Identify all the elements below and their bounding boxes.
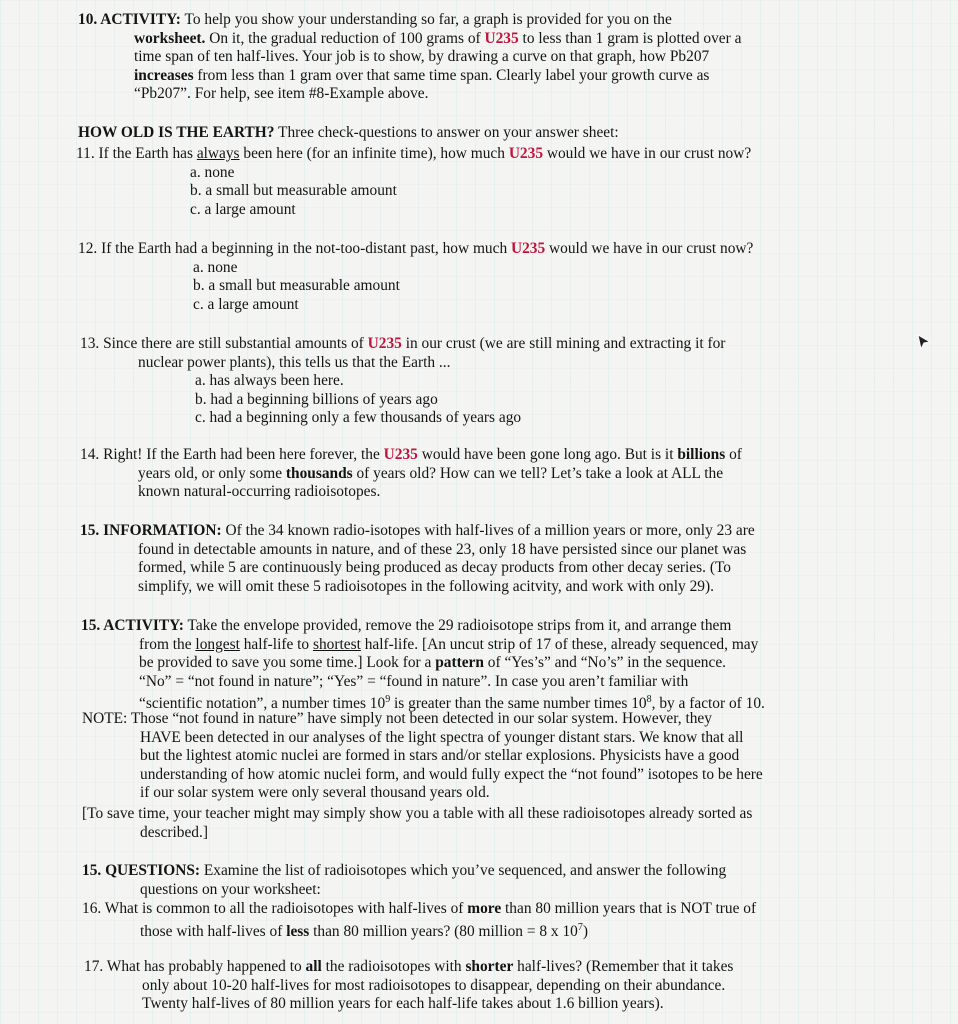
item-15-q-line-2: questions on your worksheet: bbox=[140, 880, 321, 898]
item-15-activity-label: 15. ACTIVITY: bbox=[81, 617, 184, 634]
q13-text-end: in our crust (we are still mining and extracting it for bbox=[401, 335, 726, 352]
q17-text-mid: the radioisotopes with bbox=[321, 958, 466, 975]
item-10-line-3: time span of ten half-lives. Your job is to show, by drawing a curve on that graph, how Pb207 bbox=[134, 48, 710, 66]
item-15-act-line-5-end: , by a factor of 10. bbox=[651, 695, 765, 713]
exponent-8: 8 bbox=[646, 694, 652, 706]
always-word: always bbox=[196, 145, 240, 162]
item-15-questions bbox=[82, 862, 902, 899]
q11-text-mid: been here (for an infinite time), how much bbox=[239, 145, 509, 162]
q13-text: 13. Since there are still substantial amounts of bbox=[80, 335, 368, 352]
q17-text: 17. What has probably happened to bbox=[84, 958, 306, 975]
more-word: more bbox=[467, 900, 502, 917]
q16-line-2: those with half-lives of bbox=[140, 922, 287, 940]
item-14-line-2-end: of years old? How can we tell? Let’s take a look at ALL the bbox=[352, 464, 724, 482]
q16-line-2-end: ) bbox=[582, 922, 588, 940]
note-line-3: but the lightest atomic nuclei are formed in stars and/or stellar explosions. Physicists have a good bbox=[140, 747, 740, 765]
less-word: less bbox=[286, 922, 310, 940]
item-15-questions-label: 15. QUESTIONS: bbox=[82, 862, 201, 879]
exponent-9: 9 bbox=[385, 694, 391, 706]
q11-text: 11. If the Earth has bbox=[76, 145, 197, 162]
item-14 bbox=[80, 446, 900, 502]
item-15-act-line-3: be provided to save you some time.] Look for a bbox=[139, 654, 436, 672]
item-14-text-end: of bbox=[725, 446, 742, 463]
q16-text-end: than 80 million years that is NOT true of bbox=[501, 900, 757, 917]
mouse-pointer-icon bbox=[916, 333, 932, 351]
q11-option-c: c. a large amount bbox=[190, 200, 296, 218]
section-subheading: Three check-questions to answer on your answer sheet: bbox=[274, 124, 619, 141]
isotope-u235: U235 bbox=[510, 240, 546, 257]
note-label: NOTE: bbox=[82, 710, 128, 727]
shorter-word: shorter bbox=[465, 958, 514, 975]
item-15-information bbox=[80, 522, 900, 596]
item-14-line-2: years old, or only some bbox=[138, 464, 286, 482]
q11-option-b: b. a small but measurable amount bbox=[190, 182, 397, 200]
billions-word: billions bbox=[677, 446, 726, 463]
note-line-4: understanding of how atomic nuclei form, and would fully expect the “not found” isotopes to be here bbox=[140, 765, 763, 783]
item-15-info-line-3: formed, while 5 are continuously being produced as decay products from other decay series. (To bbox=[138, 559, 731, 577]
q16-text: 16. What is common to all the radioisotopes with half-lives of bbox=[82, 900, 468, 917]
note-line-1: Those “not found in nature” have simply not been detected in our solar system. However, they bbox=[127, 710, 712, 727]
exponent-7: 7 bbox=[577, 921, 583, 933]
q12-text: 12. If the Earth had a beginning in the not-too-distant past, how much bbox=[78, 240, 511, 257]
item-10-line-4: from less than 1 gram over that same time span. Clearly label your growth curve as bbox=[193, 66, 710, 84]
shortest-word: shortest bbox=[312, 635, 361, 653]
pattern-word: pattern bbox=[435, 654, 484, 672]
question-17 bbox=[84, 958, 904, 1014]
q12-option-a: a. none bbox=[193, 258, 238, 276]
item-10-line-2-end: to less than 1 gram is plotted over a bbox=[518, 29, 742, 47]
item-15-activity bbox=[81, 617, 901, 713]
question-12 bbox=[78, 240, 898, 314]
item-14-text-mid: would have been gone long ago. But is it bbox=[417, 446, 678, 463]
item-10-line-1: To help you show your understanding so far, a graph is provided for you on the bbox=[184, 11, 672, 28]
longest-word: longest bbox=[195, 635, 240, 653]
item-10-line-5: “Pb207”. For help, see item #8-Example above. bbox=[134, 85, 429, 103]
section-heading: HOW OLD IS THE EARTH? bbox=[78, 124, 275, 141]
item-15-act-line-5: “scientific notation”, a number times 10 bbox=[139, 695, 386, 713]
item-10-label: 10. ACTIVITY: bbox=[78, 11, 181, 28]
q17-text-end: half-lives? (Remember that it takes bbox=[513, 958, 734, 975]
q12-option-b: b. a small but measurable amount bbox=[193, 277, 400, 295]
q11-option-a: a. none bbox=[190, 163, 235, 181]
all-word: all bbox=[305, 958, 322, 975]
item-15-act-line-1: Take the envelope provided, remove the 29 radioisotope strips from it, and arrange them bbox=[183, 617, 732, 634]
q11-text-end: would we have in our crust now? bbox=[543, 145, 752, 162]
item-15-info-label: 15. INFORMATION: bbox=[80, 522, 222, 539]
q16-line-2-mid: than 80 million years? (80 million = 8 x 10 bbox=[309, 922, 578, 940]
item-15-act-line-4: “No” = “not found in nature”; “Yes” = “found in nature”. In case you aren’t familiar with bbox=[139, 672, 689, 690]
item-15-info-line-1: Of the 34 known radio-isotopes with half-lives of a million years or more, only 23 are bbox=[221, 522, 755, 539]
q17-line-2: only about 10-20 half-lives for most radioisotopes to disappear, depending on their abundance. bbox=[142, 976, 726, 994]
worksheet-word: worksheet. bbox=[134, 29, 206, 47]
isotope-u235: U235 bbox=[383, 446, 418, 463]
item-15-act-line-5-mid: is greater than the same number times 10 bbox=[390, 695, 647, 713]
item-15-info-line-2: found in detectable amounts in nature, and of these 23, only 18 have persisted since our planet was bbox=[138, 540, 747, 558]
note-line-5: if our solar system were only several thousand years old. bbox=[140, 784, 490, 802]
question-16 bbox=[82, 900, 902, 940]
q13-option-c: c. had a beginning only a few thousands of years ago bbox=[195, 409, 522, 427]
isotope-u235: U235 bbox=[367, 335, 402, 352]
teacher-note-line-1: [To save time, your teacher might may simply show you a table with all these radioisotopes already sorted as bbox=[82, 805, 753, 822]
item-10-line-2: On it, the gradual reduction of 100 grams of bbox=[205, 29, 485, 47]
q12-text-end: would we have in our crust now? bbox=[545, 240, 754, 257]
earth-age-section bbox=[78, 124, 898, 143]
q13-option-a: a. has always been here. bbox=[195, 372, 344, 390]
q17-line-3: Twenty half-lives of 80 million years for each half-life takes about 1.6 billion years). bbox=[142, 995, 664, 1013]
item-15-info-line-4: simplify, we will omit these 5 radioisotopes in the following acitvity, and work with only 29). bbox=[138, 577, 714, 595]
note-line-2: HAVE been detected in our analyses of the light spectra of younger distant stars. We know that all bbox=[140, 728, 744, 746]
item-15-act-line-2-end: half-life. [An uncut strip of 17 of these, already sequenced, may bbox=[360, 635, 759, 653]
item-10-activity bbox=[78, 11, 898, 104]
item-15-act-line-2-mid: half-life to bbox=[239, 635, 313, 653]
thousands-word: thousands bbox=[285, 464, 353, 482]
note-block bbox=[82, 710, 902, 803]
teacher-note bbox=[82, 805, 902, 842]
q13-option-b: b. had a beginning billions of years ago bbox=[195, 390, 438, 408]
item-15-act-line-2: from the bbox=[139, 635, 196, 653]
question-13 bbox=[80, 335, 900, 428]
teacher-note-line-2: described.] bbox=[140, 823, 208, 841]
isotope-u235: U235 bbox=[484, 29, 519, 47]
item-14-line-3: known natural-occurring radioisotopes. bbox=[138, 483, 381, 501]
item-14-text: 14. Right! If the Earth had been here forever, the bbox=[80, 446, 384, 463]
q12-option-c: c. a large amount bbox=[193, 295, 299, 313]
isotope-u235: U235 bbox=[508, 145, 544, 162]
q13-line-2: nuclear power plants), this tells us that the Earth ... bbox=[138, 353, 451, 371]
item-15-act-line-3-end: of “Yes’s” and “No’s” in the sequence. bbox=[483, 654, 726, 672]
question-11 bbox=[78, 145, 898, 219]
item-15-q-line-1: Examine the list of radioisotopes which you’ve sequenced, and answer the following bbox=[200, 862, 727, 879]
increases-word: increases bbox=[134, 66, 194, 84]
